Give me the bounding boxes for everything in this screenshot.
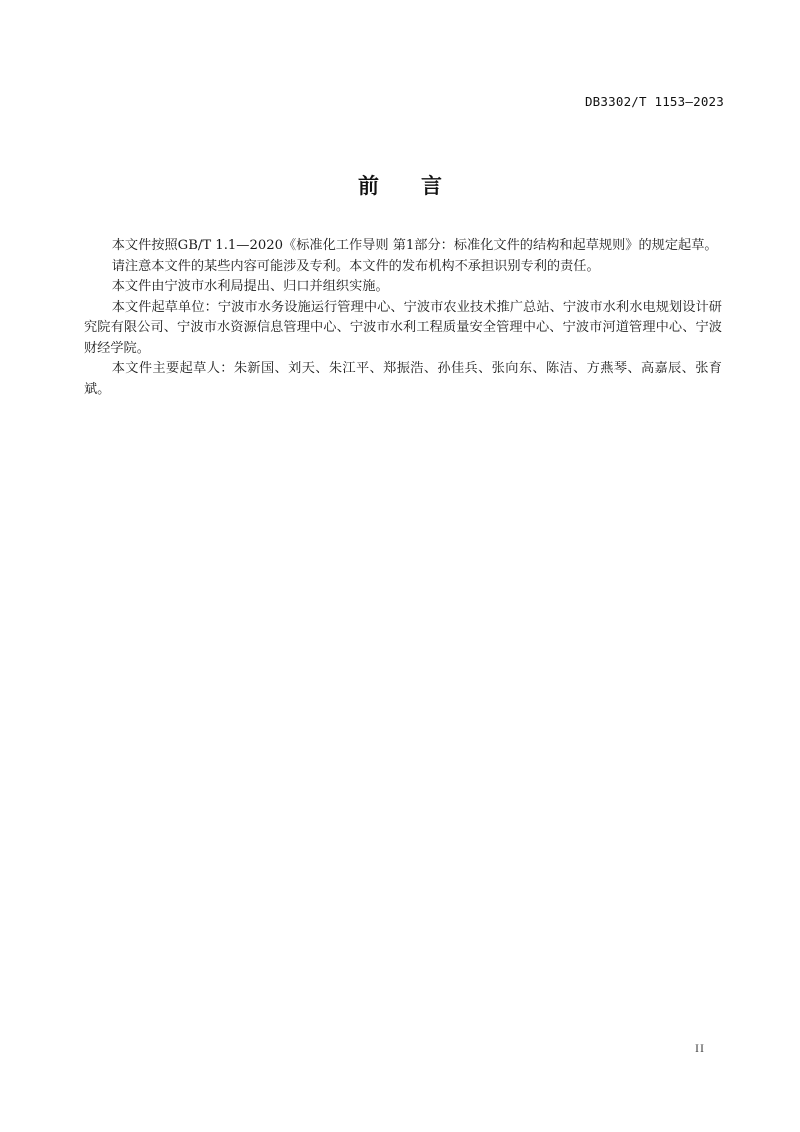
standard-code: DB3302/T 1153—2023 <box>584 94 724 109</box>
paragraph-patent-notice: 请注意本文件的某些内容可能涉及专利。本文件的发布机构不承担识别专利的责任。 <box>111 258 600 274</box>
foreword-body <box>84 236 722 400</box>
paragraph-drafting-units: 本文件起草单位：宁波市水务设施运行管理中心、宁波市农业技术推广总站、宁波市水利水电规划设计研究院有限公司、宁波市水资源信息管理中心、宁波市水利工程质量安全管理中心、宁波市河道管理中心、宁波财经学院。 <box>84 299 722 356</box>
title-char-1: 前 <box>358 174 379 198</box>
paragraph-drafting-rules: 本文件按照GB/T 1.1—2020《标准化工作导则 第1部分：标准化文件的结构和起草规则》的规定起草。 <box>111 238 718 253</box>
title-char-2: 言 <box>421 174 442 198</box>
paragraph-proposer: 本文件由宁波市水利局提出、归口并组织实施。 <box>111 279 389 294</box>
page-title <box>0 170 800 200</box>
page-number: II <box>695 1041 705 1055</box>
paragraph-drafters: 本文件主要起草人：朱新国、刘天、朱江平、郑振浩、孙佳兵、张向东、陈洁、方燕琴、高嘉辰、张育斌。 <box>84 361 722 397</box>
